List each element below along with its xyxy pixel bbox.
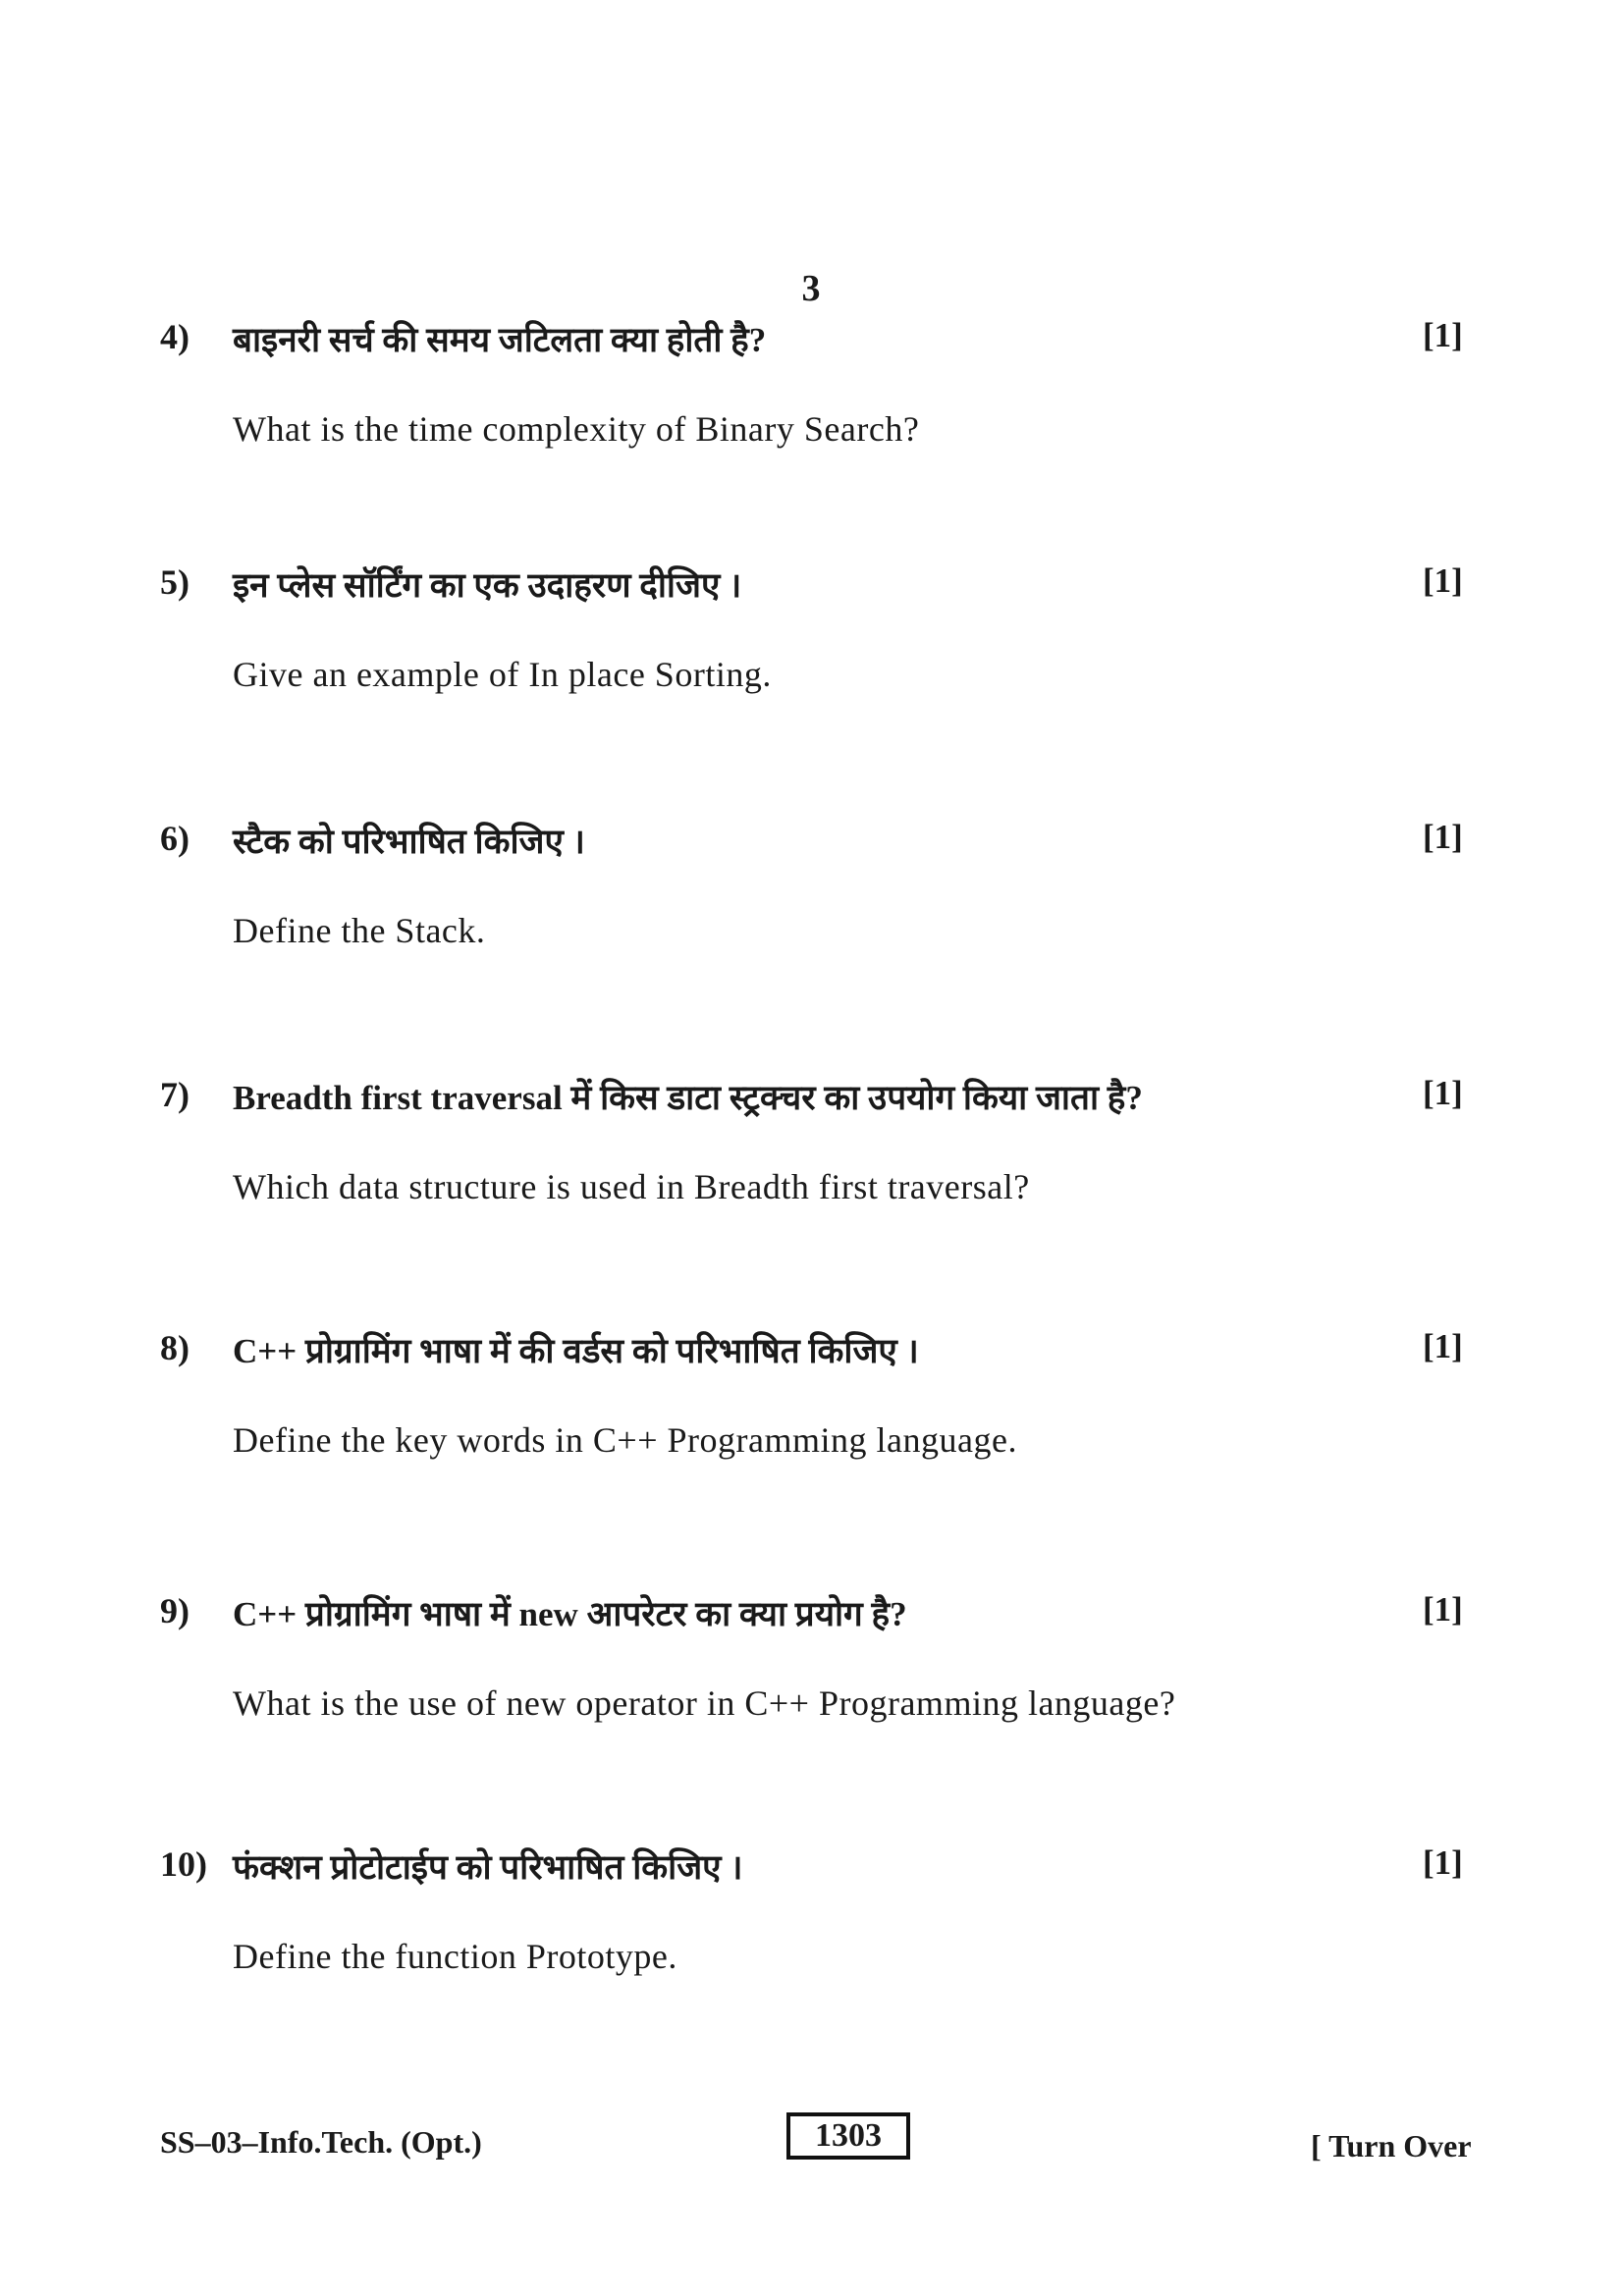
question-5 [0, 561, 1623, 758]
question-number: 5) [160, 562, 189, 602]
paper-code: SS–03–Info.Tech. (Opt.) [160, 2124, 482, 2160]
question-text-hindi: इन प्लेस सॉर्टिंग का एक उदाहरण दीजिए । [233, 566, 742, 605]
page-number: 3 [801, 268, 822, 309]
question-marks: [1] [1423, 1843, 1463, 1882]
question-text-english: What is the use of new operator in C++ Programming language? [233, 1683, 1176, 1723]
question-number: 7) [160, 1075, 189, 1114]
question-number: 6) [160, 819, 189, 858]
question-text-english: Define the key words in C++ Programming language. [233, 1420, 1017, 1460]
question-text-hindi: C++ प्रोग्रामिंग भाषा में की वर्डस को परिभाषित किजिए । [233, 1332, 919, 1370]
question-text-english: Define the Stack. [233, 911, 486, 950]
question-text-english: Give an example of In place Sorting. [233, 655, 772, 694]
question-marks: [1] [1423, 316, 1463, 354]
question-text-hindi: बाइनरी सर्च की समय जटिलता क्या होती है? [233, 321, 767, 359]
paper-number-box: 1303 [786, 2112, 910, 2160]
question-text-hindi: फंक्शन प्रोटोटाईप को परिभाषित किजिए । [233, 1848, 743, 1887]
question-10 [0, 1843, 1623, 2040]
question-marks: [1] [1423, 561, 1463, 600]
question-marks: [1] [1423, 1327, 1463, 1365]
question-number: 9) [160, 1591, 189, 1630]
question-text-hindi: Breadth first traversal में किस डाटा स्ट्रक्चर का उपयोग किया जाता है? [233, 1079, 1143, 1117]
question-text-english: Define the function Prototype. [233, 1937, 677, 1976]
question-number: 8) [160, 1328, 189, 1367]
question-text-english: Which data structure is used in Breadth first traversal? [233, 1167, 1030, 1206]
question-text-hindi: स्टैक को परिभाषित किजिए । [233, 823, 585, 861]
question-marks: [1] [1423, 818, 1463, 856]
question-7 [0, 1074, 1623, 1270]
question-text-english: What is the time complexity of Binary Search? [233, 409, 920, 449]
question-9 [0, 1590, 1623, 1787]
question-text-hindi: C++ प्रोग्रामिंग भाषा में new आपरेटर का क्या प्रयोग है? [233, 1595, 907, 1633]
question-marks: [1] [1423, 1074, 1463, 1112]
turn-over-label: [ Turn Over [1311, 2128, 1472, 2163]
question-6 [0, 818, 1623, 1014]
question-8 [0, 1327, 1623, 1523]
question-number: 4) [160, 317, 189, 356]
question-marks: [1] [1423, 1590, 1463, 1629]
question-4 [0, 316, 1623, 512]
question-number: 10) [160, 1844, 207, 1884]
